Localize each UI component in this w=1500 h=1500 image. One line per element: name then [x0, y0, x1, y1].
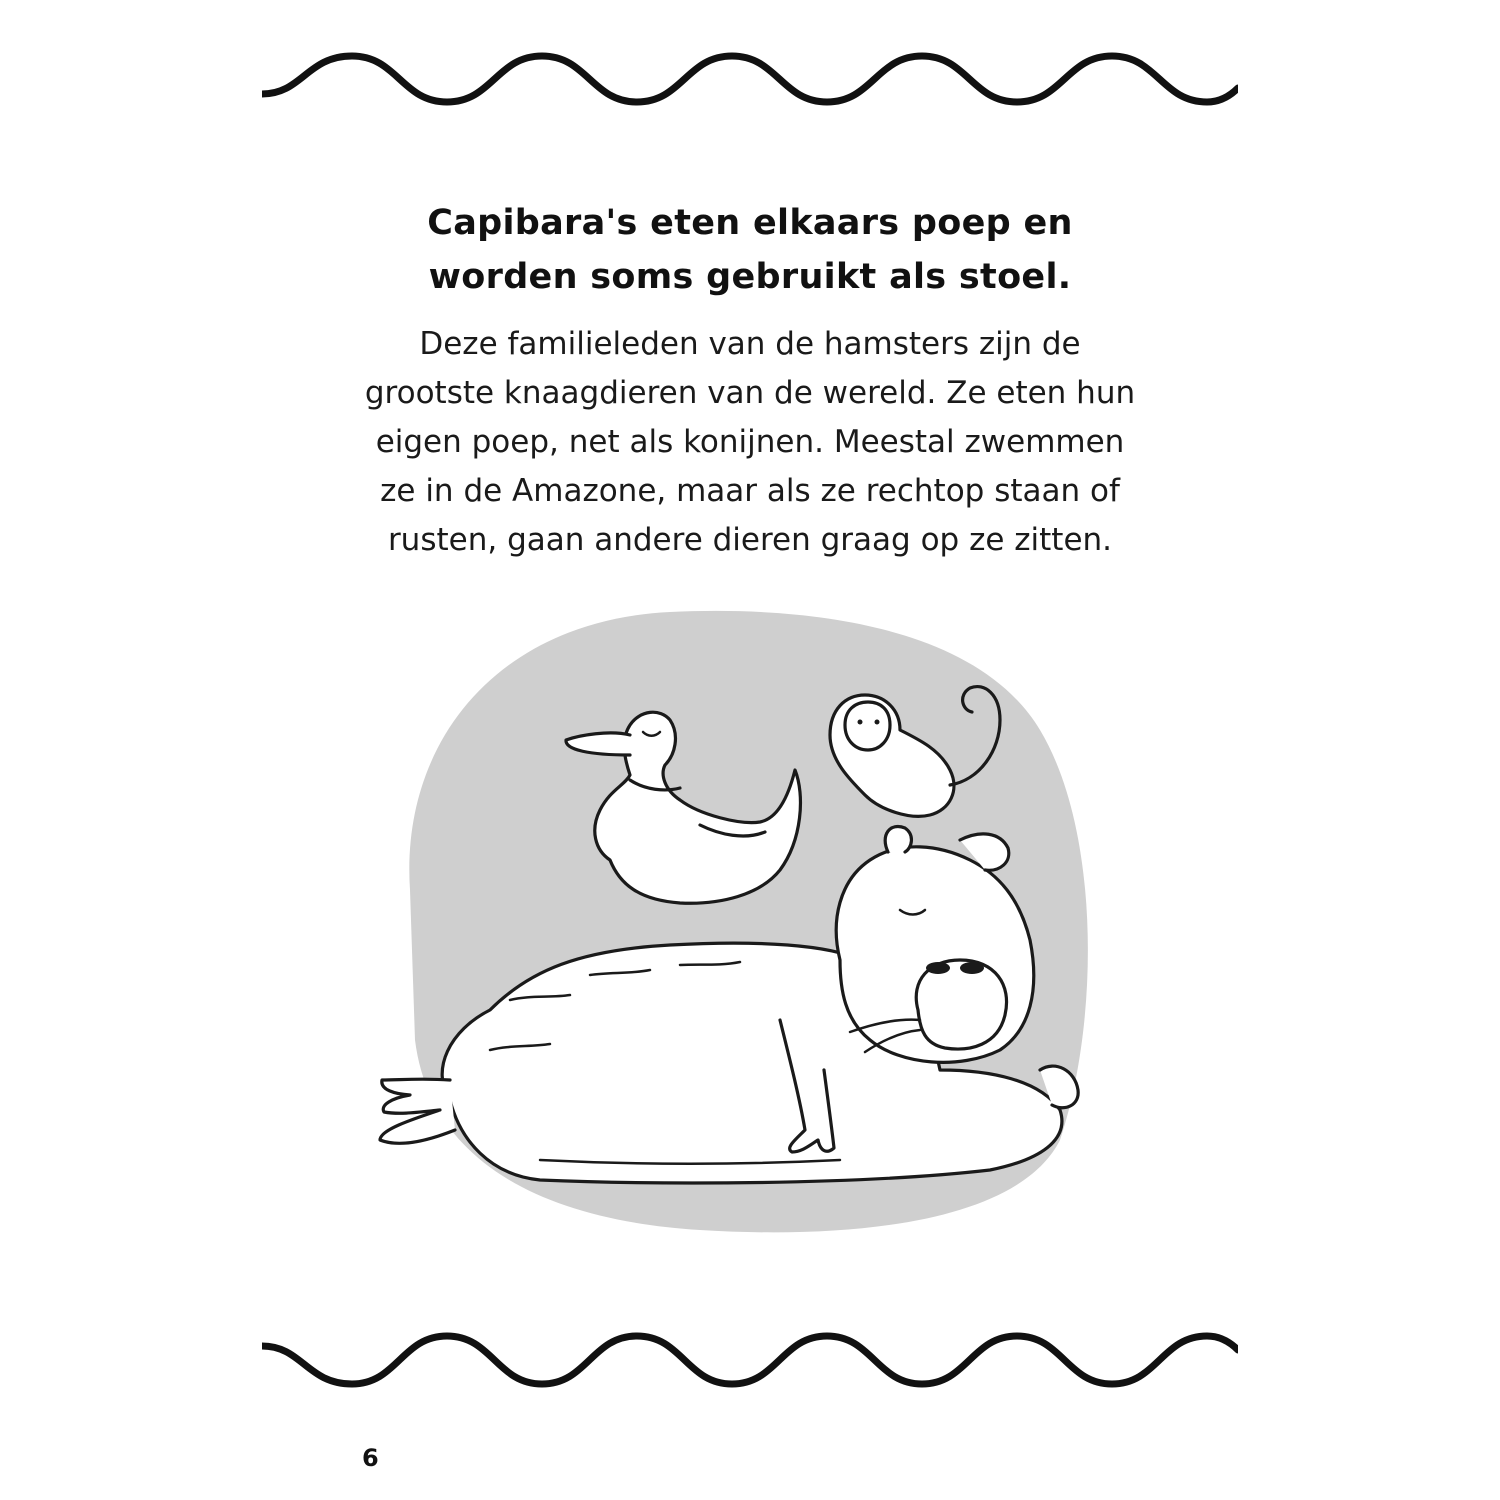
monkey-eye	[858, 720, 863, 725]
page-number: 6	[362, 1444, 379, 1472]
heading-line-2: worden soms gebruikt als stoel.	[428, 257, 1072, 297]
monkey-eye	[875, 720, 880, 725]
body-line: Deze familieleden van de hamsters zijn de	[419, 326, 1081, 362]
monkey-face	[845, 702, 890, 750]
body-line: rusten, gaan andere dieren graag op ze zitten.	[387, 522, 1113, 558]
capybara-nostril	[926, 962, 950, 974]
capybara-snout	[916, 960, 1006, 1049]
body-line: ze in de Amazone, maar als ze rechtop staan of	[380, 473, 1120, 509]
page-heading	[300, 196, 1200, 304]
capybara-nostril	[960, 962, 984, 974]
bottom-wave-border	[262, 1322, 1238, 1392]
body-line: grootste knaagdieren van de wereld. Ze eten hun	[364, 375, 1136, 411]
capybara-hind-foot	[380, 1079, 455, 1143]
body-line: eigen poep, net als konijnen. Meestal zwemmen	[375, 424, 1125, 460]
body-paragraph	[330, 320, 1170, 565]
capybara-illustration	[340, 600, 1160, 1240]
heading-line-1: Capibara's eten elkaars poep en	[427, 203, 1073, 243]
capybara-ear	[885, 827, 911, 852]
top-wave-border	[262, 44, 1238, 114]
